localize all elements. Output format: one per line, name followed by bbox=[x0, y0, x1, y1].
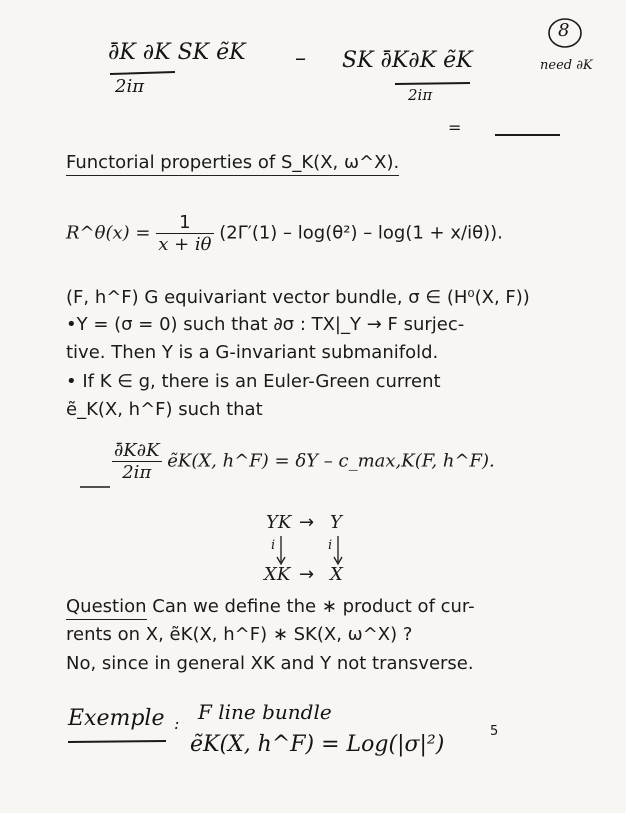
question-line-2: rents on X, ẽK(X, h^F) ∗ SK(X, ω^X) ? bbox=[66, 624, 413, 645]
paragraph-line-3: tive. Then Y is a G-invariant submanifold. bbox=[66, 342, 439, 363]
handwritten-term2: SK ∂̄K∂K ẽK bbox=[342, 48, 473, 73]
question-line-1: Question Can we define the ∗ product of cur- bbox=[66, 596, 475, 617]
diagram-left-label: i bbox=[271, 538, 276, 553]
paragraph-line-2: •Y = (σ = 0) such that ∂σ : TX|_Y → F surjec- bbox=[66, 314, 465, 335]
handwritten-term1: ∂̄K ∂K SK ẽK bbox=[108, 40, 246, 65]
paragraph-line-4: • If K ∈ g, there is an Euler-Green current bbox=[66, 371, 441, 392]
question-label: Question bbox=[66, 596, 147, 620]
handwritten-circled-number: 8 bbox=[558, 20, 570, 41]
formula-r: R^θ(x) = $\frac{1}{x + i\theta}$ (2Γ′(1) – log(θ²) – log(1 + x/iθ)). bbox=[66, 212, 503, 255]
handwritten-term2-denominator: 2iπ bbox=[408, 86, 433, 104]
diagram-bottom-arrow: → bbox=[299, 564, 315, 585]
formula-euler-green: $\frac{\partial̄K\partial K}{2i\pi}$ ẽK(X, h^F) = δY – c_max,K(F, h^F). bbox=[114, 440, 495, 483]
handwritten-note: need ∂K bbox=[540, 58, 593, 73]
handwritten-top-strokes bbox=[0, 0, 626, 150]
handwritten-log-formula: ẽK(X, h^F) = Log(|σ|²) bbox=[190, 732, 445, 757]
diagram-right-label: i bbox=[328, 538, 333, 553]
section-title: Functorial properties of S_K(X, ω^X). bbox=[66, 152, 399, 173]
diagram-bottom-left: XK bbox=[264, 564, 291, 585]
diagram-top-right: Y bbox=[330, 512, 342, 533]
paragraph-line-1: (F, h^F) G equivariant vector bundle, σ ∈ (H⁰(X, F)) bbox=[66, 287, 530, 308]
handwritten-minus: – bbox=[295, 46, 306, 71]
handwritten-colon: : bbox=[174, 714, 180, 733]
diagram-top-arrow: → bbox=[299, 512, 315, 533]
handwritten-line-bundle: F line bundle bbox=[198, 700, 332, 724]
question-line-3: No, since in general XK and Y not transverse. bbox=[66, 653, 474, 674]
paragraph-line-5: ẽ_K(X, h^F) such that bbox=[66, 399, 263, 420]
handwritten-exemple-underline bbox=[66, 738, 186, 746]
diagram-top-left: YK bbox=[266, 512, 292, 533]
euler-formula-underline bbox=[80, 484, 140, 490]
handwritten-equals: = bbox=[448, 118, 462, 137]
page-number: 5 bbox=[490, 724, 499, 739]
handwritten-term1-denominator: 2iπ bbox=[115, 76, 145, 97]
handwritten-exemple: Exemple bbox=[68, 706, 165, 731]
diagram-bottom-right: X bbox=[330, 564, 343, 585]
